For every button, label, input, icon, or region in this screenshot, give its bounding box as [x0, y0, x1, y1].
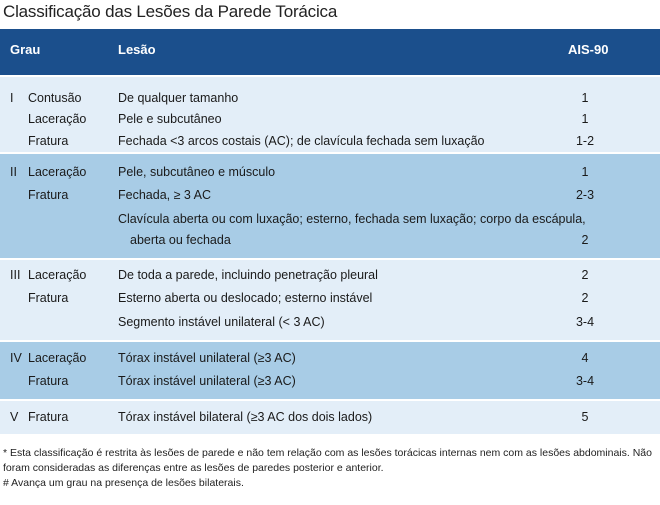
- ais-score: 2: [581, 233, 589, 247]
- ais-score: 3-4: [575, 374, 595, 388]
- table-row: [0, 407, 660, 427]
- grade-label: I: [10, 91, 14, 105]
- injury-type: Contusão: [28, 91, 82, 105]
- injury-description: Pele e subcutâneo: [118, 112, 222, 126]
- grade-iv-group: [0, 340, 660, 399]
- grade-label: II: [10, 165, 17, 179]
- table-row: [0, 109, 660, 129]
- table-row: [0, 162, 660, 182]
- ais-score: 1-2: [575, 134, 595, 148]
- ais-score: 2: [581, 268, 589, 282]
- table-row: [0, 348, 660, 368]
- table-row: [0, 185, 660, 205]
- ais-score: 1: [581, 165, 589, 179]
- table-row: [0, 209, 660, 229]
- injury-description: Fechada, ≥ 3 AC: [118, 188, 212, 202]
- table-row: [0, 312, 660, 332]
- injury-description: Clavícula aberta ou com luxação; esterno, fechada sem luxação; corpo da escápula,: [118, 212, 586, 226]
- injury-type: Laceração: [28, 351, 87, 365]
- table-row: [0, 371, 660, 391]
- injury-type: Laceração: [28, 268, 87, 282]
- injury-description: Esterno aberta ou deslocado; esterno instável: [118, 291, 373, 305]
- header-lesao: Lesão: [118, 42, 156, 57]
- ais-score: 2-3: [575, 188, 595, 202]
- grade-label: III: [10, 268, 21, 282]
- footnote-bilateral: # Avança um grau na presença de lesões bilaterais.: [3, 477, 244, 489]
- injury-type: Fratura: [28, 188, 69, 202]
- ais-score: 4: [581, 351, 589, 365]
- injury-description: aberta ou fechada: [130, 233, 231, 247]
- footnote-classification: * Esta classificação é restrita às lesões de parede e não tem relação com as lesões torácicas internas nem com as lesões abdominais. Não foram consideradas as diferenças entre as lesões de paredes posterior e anterior.: [3, 447, 652, 474]
- injury-description: Segmento instável unilateral (< 3 AC): [118, 315, 325, 329]
- classification-table: [0, 29, 660, 434]
- footnotes: [3, 446, 657, 491]
- table-row: [0, 288, 660, 308]
- injury-type: Fratura: [28, 291, 69, 305]
- injury-description: Tórax instável unilateral (≥3 AC): [118, 351, 296, 365]
- injury-description: De qualquer tamanho: [118, 91, 239, 105]
- ais-score: 5: [581, 410, 589, 424]
- grade-v-group: [0, 399, 660, 434]
- grade-label: IV: [10, 351, 22, 365]
- table-row: [0, 230, 660, 250]
- grade-ii-group: [0, 152, 660, 258]
- table-row: [0, 265, 660, 285]
- page-title: Classificação das Lesões da Parede Torácica: [3, 2, 338, 21]
- ais-score: 3-4: [575, 315, 595, 329]
- grade-i-group: [0, 75, 660, 152]
- table-row: [0, 131, 660, 151]
- ais-score: 1: [581, 112, 589, 126]
- table-header: [0, 29, 660, 75]
- header-ais: AIS-90: [568, 42, 609, 57]
- injury-type: Fratura: [28, 410, 69, 424]
- injury-description: Pele, subcutâneo e músculo: [118, 165, 276, 179]
- injury-description: Tórax instável unilateral (≥3 AC): [118, 374, 296, 388]
- injury-type: Laceração: [28, 112, 87, 126]
- header-grau: Grau: [10, 42, 41, 57]
- injury-type: Laceração: [28, 165, 87, 179]
- injury-description: Fechada <3 arcos costais (AC); de clavícula fechada sem luxação: [118, 134, 485, 148]
- ais-score: 1: [581, 91, 589, 105]
- injury-type: Fratura: [28, 134, 69, 148]
- injury-type: Fratura: [28, 374, 69, 388]
- ais-score: 2: [581, 291, 589, 305]
- injury-description: Tórax instável bilateral (≥3 AC dos dois lados): [118, 410, 373, 424]
- grade-iii-group: [0, 258, 660, 340]
- injury-description: De toda a parede, incluindo penetração pleural: [118, 268, 378, 282]
- grade-label: V: [10, 410, 19, 424]
- table-row: [0, 88, 660, 108]
